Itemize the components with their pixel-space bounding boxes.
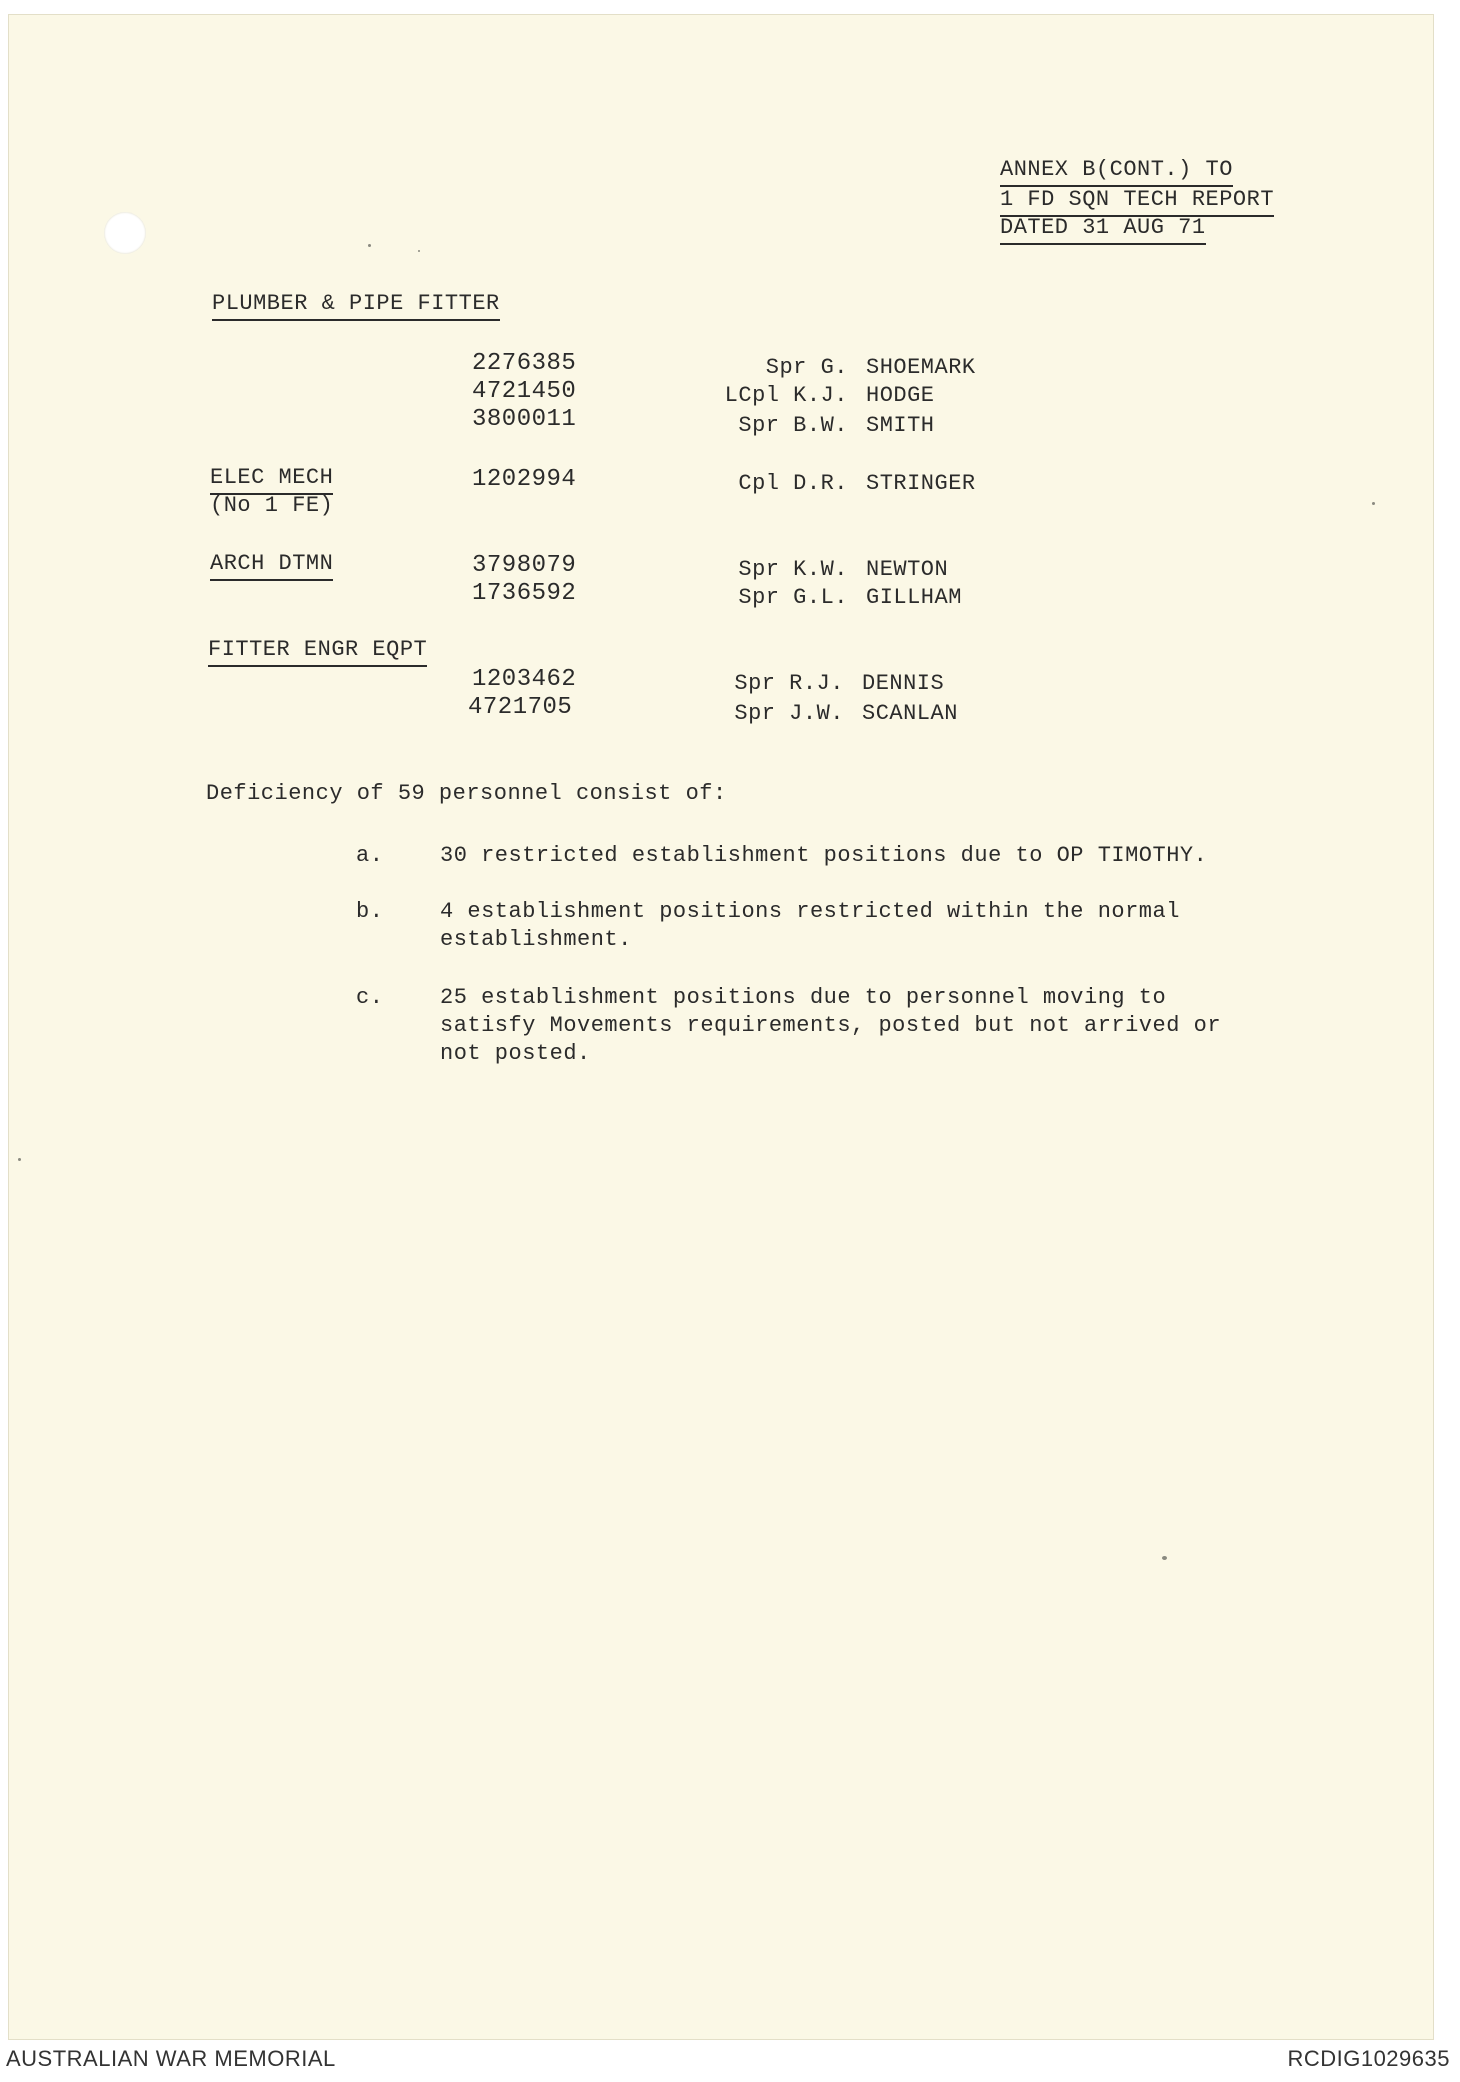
surname: NEWTON	[866, 557, 949, 582]
section-subheading: (No 1 FE)	[210, 493, 334, 518]
service-number: 1203462	[472, 666, 577, 693]
rank-initials: Spr K.W.	[738, 557, 848, 582]
paper-speck	[1372, 502, 1375, 505]
report-title: 1 FD SQN TECH REPORT	[1000, 186, 1274, 217]
report-date: DATED 31 AUG 71	[1000, 214, 1206, 245]
item-text: 25 establishment positions due to personnel moving to satisfy Movements requirements, posted but not arrived or not posted.	[440, 985, 1222, 1066]
service-number: 3800011	[472, 406, 577, 433]
section-heading: FITTER ENGR EQPT	[208, 636, 427, 667]
section-heading: PLUMBER & PIPE FITTER	[212, 290, 500, 321]
annex-title: ANNEX B(CONT.) TO	[1000, 156, 1233, 187]
item-letter: a.	[356, 843, 384, 868]
rank-initials: Cpl D.R.	[738, 471, 848, 496]
rank-initials: Spr G.	[765, 355, 848, 380]
surname: SHOEMARK	[866, 355, 976, 380]
rank-initials: LCpl K.J.	[724, 383, 848, 408]
item-letter: b.	[356, 899, 384, 924]
paper-speck	[418, 250, 420, 252]
surname: GILLHAM	[866, 585, 962, 610]
surname: HODGE	[866, 383, 935, 408]
item-text: 30 restricted establishment positions due to OP TIMOTHY.	[440, 843, 1208, 868]
item-text: 4 establishment positions restricted within the normal establishment.	[440, 899, 1180, 952]
service-number: 1202994	[472, 466, 577, 493]
punch-hole	[104, 212, 146, 254]
service-number: 2276385	[472, 350, 577, 377]
rank-initials: Spr J.W.	[734, 701, 844, 726]
service-number: 1736592	[472, 580, 577, 607]
section-heading: ELEC MECH	[210, 464, 333, 495]
surname: SCANLAN	[862, 701, 958, 726]
footer-record-id: RCDIG1029635	[1287, 2046, 1450, 2071]
service-number: 3798079	[472, 552, 577, 579]
surname: DENNIS	[862, 671, 945, 696]
item-letter: c.	[356, 985, 384, 1010]
service-number: 4721450	[472, 378, 577, 405]
rank-initials: Spr B.W.	[738, 413, 848, 438]
footer-archive-name: AUSTRALIAN WAR MEMORIAL	[6, 2046, 336, 2071]
surname: STRINGER	[866, 471, 976, 496]
rank-initials: Spr R.J.	[734, 671, 844, 696]
document-page	[8, 14, 1434, 2040]
paper-speck	[18, 1158, 21, 1161]
paper-speck	[1162, 1556, 1167, 1560]
surname: SMITH	[866, 413, 935, 438]
section-heading: ARCH DTMN	[210, 550, 333, 581]
service-number: 4721705	[468, 694, 573, 721]
deficiency-intro: Deficiency of 59 personnel consist of:	[206, 781, 727, 806]
rank-initials: Spr G.L.	[738, 585, 848, 610]
paper-speck	[368, 244, 371, 247]
